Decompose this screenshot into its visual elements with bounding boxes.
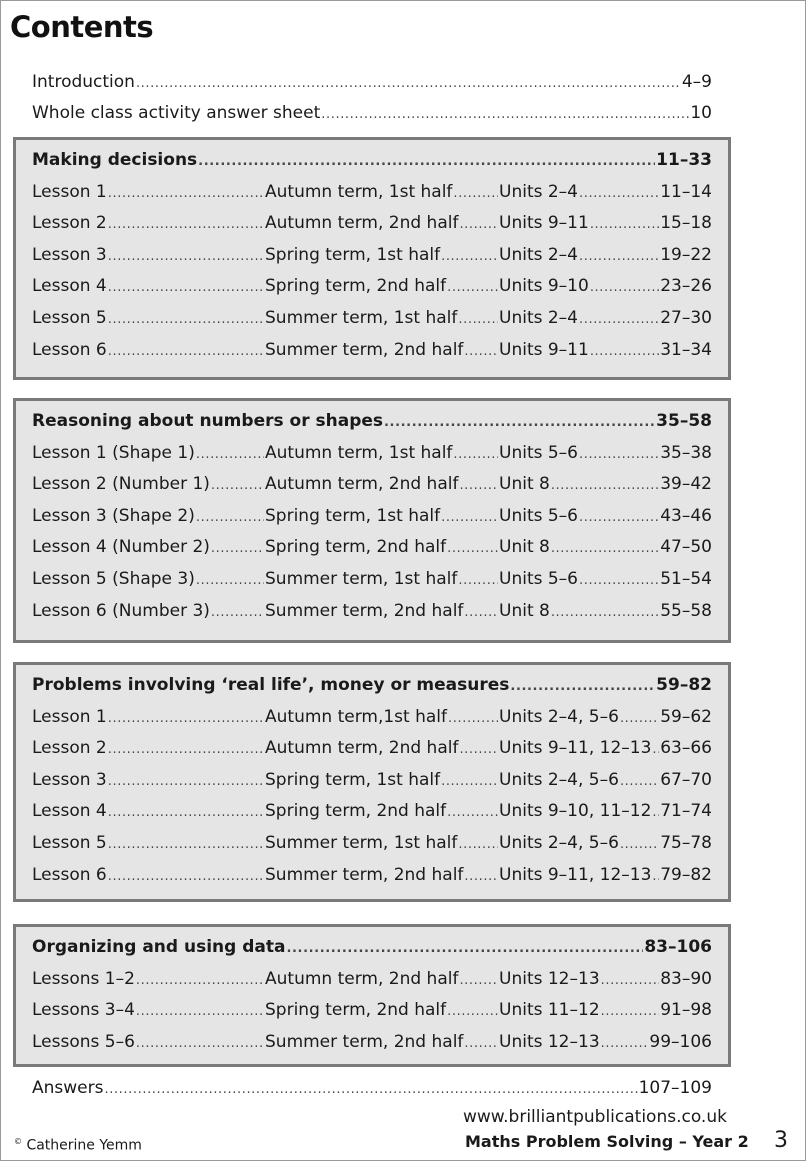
lesson-name: Lesson 4 bbox=[32, 801, 107, 822]
toc-segment bbox=[499, 504, 712, 528]
dot-leader bbox=[579, 506, 659, 530]
toc-segment bbox=[499, 736, 712, 760]
dot-leader bbox=[441, 506, 498, 530]
copyright-notice bbox=[14, 1132, 142, 1156]
lesson-name: Lesson 5 bbox=[32, 308, 107, 328]
dot-leader bbox=[108, 308, 264, 332]
dot-leader bbox=[108, 182, 264, 206]
book-title: Maths Problem Solving – Year 2 bbox=[465, 1132, 749, 1151]
lesson-pages: 15–18 bbox=[660, 213, 712, 234]
entry-title: Answers bbox=[32, 1078, 104, 1098]
dot-leader bbox=[459, 969, 498, 993]
toc-segment bbox=[32, 338, 265, 362]
toc-segment bbox=[499, 306, 712, 330]
toc-segment bbox=[499, 567, 712, 591]
lesson-term: Spring term, 2nd half bbox=[265, 276, 447, 297]
dot-leader bbox=[108, 340, 264, 364]
lesson-units: Units 9–11 bbox=[499, 339, 589, 360]
dot-leader bbox=[108, 707, 264, 731]
lesson-units: Unit 8 bbox=[499, 600, 550, 621]
dot-leader bbox=[108, 213, 264, 237]
dot-leader bbox=[464, 1032, 498, 1056]
toc-segment bbox=[32, 243, 265, 267]
toc-segment bbox=[499, 338, 712, 362]
lesson-pages: 55–58 bbox=[660, 600, 712, 621]
toc-segment bbox=[499, 831, 712, 855]
entry-pages: 10 bbox=[690, 103, 712, 123]
dot-leader bbox=[447, 1000, 498, 1024]
lesson-term: Autumn term,1st half bbox=[265, 706, 448, 727]
toc-segment bbox=[32, 768, 265, 792]
toc-segment bbox=[499, 1030, 712, 1054]
lesson-pages: 47–50 bbox=[660, 537, 712, 558]
lesson-name: Lesson 6 (Number 3) bbox=[32, 600, 210, 621]
toc-segment bbox=[32, 863, 265, 887]
toc-segment bbox=[32, 1030, 265, 1054]
dot-leader bbox=[579, 443, 659, 467]
lesson-units: Units 9–10, 11–12 bbox=[499, 801, 652, 822]
toc-segment bbox=[265, 567, 499, 591]
toc-segment bbox=[265, 599, 499, 623]
dot-leader bbox=[601, 1000, 660, 1024]
toc-segment bbox=[265, 967, 499, 991]
lesson-term: Summer term, 1st half bbox=[265, 833, 458, 853]
toc-segment bbox=[32, 831, 265, 855]
lesson-units: Units 2–4 bbox=[499, 181, 578, 202]
dot-leader bbox=[620, 707, 659, 731]
section-pages: 35–58 bbox=[656, 411, 712, 431]
toc-segment bbox=[265, 472, 499, 496]
toc-segment bbox=[32, 535, 265, 559]
lesson-term: Summer term, 1st half bbox=[265, 308, 458, 328]
dot-leader bbox=[590, 340, 659, 364]
dot-leader bbox=[601, 1032, 649, 1056]
dot-leader bbox=[579, 245, 659, 269]
dot-leader bbox=[286, 937, 643, 961]
toc-segment bbox=[499, 705, 712, 729]
lesson-name: Lesson 6 bbox=[32, 339, 107, 360]
lesson-pages: 23–26 bbox=[660, 276, 712, 297]
toc-segment bbox=[32, 736, 265, 760]
lesson-term: Summer term, 2nd half bbox=[265, 339, 464, 360]
lesson-units: Units 9–11, 12–13 bbox=[499, 738, 652, 759]
dot-leader bbox=[104, 1078, 637, 1102]
lesson-pages: 79–82 bbox=[660, 864, 712, 885]
lesson-name: Lesson 4 (Number 2) bbox=[32, 537, 210, 558]
lesson-units: Unit 8 bbox=[499, 474, 550, 495]
dot-leader bbox=[652, 738, 659, 762]
lesson-units: Units 11–12 bbox=[499, 1000, 600, 1021]
dot-leader bbox=[441, 770, 498, 794]
section-title: Reasoning about numbers or shapes bbox=[32, 411, 384, 431]
page-title: Contents bbox=[10, 10, 154, 44]
lesson-term: Summer term, 2nd half bbox=[265, 864, 464, 885]
dot-leader bbox=[196, 569, 264, 593]
website-url: www.brilliantpublications.co.uk bbox=[463, 1107, 727, 1127]
dot-leader bbox=[510, 675, 655, 699]
toc-segment bbox=[265, 736, 499, 760]
dot-leader bbox=[196, 443, 264, 467]
dot-leader bbox=[447, 537, 498, 561]
lesson-pages: 31–34 bbox=[660, 339, 712, 360]
section-title: Organizing and using data bbox=[32, 937, 286, 957]
toc-segment bbox=[265, 535, 499, 559]
dot-leader bbox=[447, 276, 498, 300]
dot-leader bbox=[459, 213, 498, 237]
lesson-name: Lesson 4 bbox=[32, 276, 107, 297]
lesson-name: Lessons 3–4 bbox=[32, 1000, 135, 1021]
copyright-symbol: © bbox=[14, 1137, 22, 1146]
toc-segment bbox=[499, 599, 712, 623]
dot-leader bbox=[384, 411, 655, 435]
lesson-term: Summer term, 2nd half bbox=[265, 600, 464, 621]
toc-segment bbox=[499, 799, 712, 823]
lesson-pages: 83–90 bbox=[660, 968, 712, 989]
lesson-pages: 99–106 bbox=[649, 1031, 712, 1052]
dot-leader bbox=[579, 308, 659, 332]
toc-segment bbox=[32, 306, 265, 330]
dot-leader bbox=[441, 245, 498, 269]
toc-segment bbox=[32, 472, 265, 496]
lesson-term: Autumn term, 1st half bbox=[265, 181, 453, 202]
dot-leader bbox=[464, 340, 498, 364]
toc-segment bbox=[265, 338, 499, 362]
lesson-units: Units 5–6 bbox=[499, 505, 578, 526]
dot-leader bbox=[196, 506, 264, 530]
toc-segment bbox=[32, 148, 712, 172]
lesson-pages: 67–70 bbox=[660, 769, 712, 790]
lesson-name: Lesson 2 bbox=[32, 213, 107, 234]
toc-segment bbox=[265, 799, 499, 823]
toc-segment bbox=[265, 768, 499, 792]
section-title: Making decisions bbox=[32, 150, 198, 170]
toc-segment bbox=[265, 705, 499, 729]
lesson-term: Spring term, 2nd half bbox=[265, 537, 447, 558]
section-pages: 11–33 bbox=[656, 150, 712, 170]
toc-segment bbox=[265, 306, 499, 330]
lesson-units: Units 9–10 bbox=[499, 276, 589, 297]
lesson-pages: 75–78 bbox=[660, 833, 712, 853]
dot-leader bbox=[459, 738, 498, 762]
toc-segment bbox=[32, 567, 265, 591]
dot-leader bbox=[464, 865, 498, 889]
toc-segment bbox=[499, 863, 712, 887]
entry-pages: 4–9 bbox=[681, 72, 712, 92]
toc-segment bbox=[265, 1030, 499, 1054]
dot-leader bbox=[136, 72, 681, 96]
lesson-units: Unit 8 bbox=[499, 537, 550, 558]
lesson-units: Units 9–11 bbox=[499, 213, 589, 234]
dot-leader bbox=[551, 474, 659, 498]
toc-segment bbox=[265, 998, 499, 1022]
lesson-units: Units 2–4, 5–6 bbox=[499, 769, 619, 790]
dot-leader bbox=[108, 245, 264, 269]
dot-leader bbox=[211, 474, 264, 498]
lesson-units: Units 2–4 bbox=[499, 244, 578, 265]
lesson-term: Autumn term, 1st half bbox=[265, 442, 453, 463]
toc-segment bbox=[32, 935, 712, 959]
toc-segment bbox=[32, 70, 712, 94]
lesson-term: Autumn term, 2nd half bbox=[265, 474, 459, 495]
dot-leader bbox=[652, 865, 659, 889]
dot-leader bbox=[458, 308, 498, 332]
dot-leader bbox=[579, 182, 659, 206]
toc-segment bbox=[32, 504, 265, 528]
lesson-name: Lesson 2 (Number 1) bbox=[32, 474, 210, 495]
dot-leader bbox=[459, 474, 498, 498]
dot-leader bbox=[652, 801, 659, 825]
toc-segment bbox=[499, 472, 712, 496]
lesson-pages: 63–66 bbox=[660, 738, 712, 759]
dot-leader bbox=[136, 1032, 264, 1056]
lesson-term: Summer term, 1st half bbox=[265, 569, 458, 589]
lesson-units: Units 2–4, 5–6 bbox=[499, 833, 619, 853]
dot-leader bbox=[108, 833, 264, 857]
lesson-pages: 51–54 bbox=[660, 569, 712, 589]
toc-segment bbox=[32, 673, 712, 697]
toc-segment bbox=[32, 409, 712, 433]
toc-segment bbox=[265, 243, 499, 267]
toc-segment bbox=[32, 705, 265, 729]
toc-segment bbox=[32, 101, 712, 125]
lesson-pages: 19–22 bbox=[660, 244, 712, 265]
lesson-pages: 71–74 bbox=[660, 801, 712, 822]
dot-leader bbox=[211, 601, 264, 625]
lesson-pages: 11–14 bbox=[660, 181, 712, 202]
toc-segment bbox=[265, 504, 499, 528]
lesson-pages: 43–46 bbox=[660, 505, 712, 526]
entry-pages: 107–109 bbox=[638, 1078, 712, 1098]
lesson-term: Spring term, 1st half bbox=[265, 244, 441, 265]
dot-leader bbox=[590, 276, 659, 300]
lesson-name: Lesson 1 bbox=[32, 706, 107, 727]
lesson-name: Lesson 1 bbox=[32, 181, 107, 202]
dot-leader bbox=[136, 969, 264, 993]
toc-segment bbox=[32, 799, 265, 823]
lesson-units: Units 5–6 bbox=[499, 569, 578, 589]
toc-segment bbox=[499, 998, 712, 1022]
lesson-name: Lesson 3 bbox=[32, 769, 107, 790]
lesson-name: Lesson 3 bbox=[32, 244, 107, 265]
lesson-name: Lesson 6 bbox=[32, 864, 107, 885]
lesson-units: Units 12–13 bbox=[499, 968, 600, 989]
toc-segment bbox=[32, 211, 265, 235]
toc-segment bbox=[499, 211, 712, 235]
dot-leader bbox=[590, 213, 659, 237]
toc-segment bbox=[499, 243, 712, 267]
lesson-units: Units 2–4 bbox=[499, 308, 578, 328]
section-title: Problems involving ‘real life’, money or measures bbox=[32, 675, 510, 695]
toc-segment bbox=[32, 274, 265, 298]
toc-segment bbox=[499, 180, 712, 204]
dot-leader bbox=[551, 601, 659, 625]
lesson-name: Lessons 5–6 bbox=[32, 1031, 135, 1052]
dot-leader bbox=[447, 801, 498, 825]
lesson-pages: 59–62 bbox=[660, 706, 712, 727]
dot-leader bbox=[464, 601, 498, 625]
lesson-term: Summer term, 2nd half bbox=[265, 1031, 464, 1052]
dot-leader bbox=[108, 865, 264, 889]
dot-leader bbox=[108, 276, 264, 300]
lesson-term: Spring term, 1st half bbox=[265, 505, 441, 526]
lesson-units: Units 5–6 bbox=[499, 442, 578, 463]
lesson-name: Lesson 2 bbox=[32, 738, 107, 759]
dot-leader bbox=[453, 443, 498, 467]
dot-leader bbox=[321, 103, 689, 127]
lesson-name: Lesson 5 (Shape 3) bbox=[32, 569, 195, 589]
lesson-pages: 35–38 bbox=[660, 442, 712, 463]
lesson-term: Autumn term, 2nd half bbox=[265, 968, 459, 989]
entry-title: Whole class activity answer sheet bbox=[32, 103, 321, 123]
lesson-pages: 91–98 bbox=[660, 1000, 712, 1021]
lesson-name: Lesson 1 (Shape 1) bbox=[32, 442, 195, 463]
toc-segment bbox=[265, 441, 499, 465]
toc-segment bbox=[265, 831, 499, 855]
toc-segment bbox=[265, 274, 499, 298]
lesson-pages: 27–30 bbox=[660, 308, 712, 328]
dot-leader bbox=[579, 569, 659, 593]
dot-leader bbox=[458, 569, 498, 593]
lesson-units: Units 2–4, 5–6 bbox=[499, 706, 619, 727]
toc-segment bbox=[32, 998, 265, 1022]
toc-segment bbox=[32, 967, 265, 991]
dot-leader bbox=[211, 537, 264, 561]
toc-segment bbox=[499, 441, 712, 465]
lesson-term: Spring term, 1st half bbox=[265, 769, 441, 790]
toc-segment bbox=[32, 599, 265, 623]
lesson-term: Autumn term, 2nd half bbox=[265, 738, 459, 759]
toc-segment bbox=[32, 180, 265, 204]
toc-segment bbox=[499, 768, 712, 792]
dot-leader bbox=[108, 770, 264, 794]
toc-segment bbox=[32, 1076, 712, 1100]
dot-leader bbox=[453, 182, 498, 206]
lesson-term: Spring term, 2nd half bbox=[265, 801, 447, 822]
dot-leader bbox=[108, 738, 264, 762]
dot-leader bbox=[551, 537, 659, 561]
dot-leader bbox=[620, 833, 659, 857]
toc-segment bbox=[499, 967, 712, 991]
lesson-term: Spring term, 2nd half bbox=[265, 1000, 447, 1021]
section-pages: 59–82 bbox=[656, 675, 712, 695]
dot-leader bbox=[458, 833, 498, 857]
toc-segment bbox=[499, 274, 712, 298]
dot-leader bbox=[108, 801, 264, 825]
page-number: 3 bbox=[774, 1128, 788, 1153]
toc-segment bbox=[265, 180, 499, 204]
lesson-units: Units 12–13 bbox=[499, 1031, 600, 1052]
dot-leader bbox=[620, 770, 659, 794]
lesson-term: Autumn term, 2nd half bbox=[265, 213, 459, 234]
dot-leader bbox=[136, 1000, 264, 1024]
section-pages: 83–106 bbox=[644, 937, 712, 957]
entry-title: Introduction bbox=[32, 72, 135, 92]
lesson-name: Lessons 1–2 bbox=[32, 968, 135, 989]
toc-segment bbox=[32, 441, 265, 465]
toc-segment bbox=[499, 535, 712, 559]
lesson-name: Lesson 5 bbox=[32, 833, 107, 853]
copyright-author: Catherine Yemm bbox=[26, 1137, 142, 1154]
dot-leader bbox=[601, 969, 660, 993]
dot-leader bbox=[198, 150, 655, 174]
dot-leader bbox=[448, 707, 498, 731]
lesson-name: Lesson 3 (Shape 2) bbox=[32, 505, 195, 526]
lesson-pages: 39–42 bbox=[660, 474, 712, 495]
lesson-units: Units 9–11, 12–13 bbox=[499, 864, 652, 885]
toc-segment bbox=[265, 863, 499, 887]
toc-segment bbox=[265, 211, 499, 235]
